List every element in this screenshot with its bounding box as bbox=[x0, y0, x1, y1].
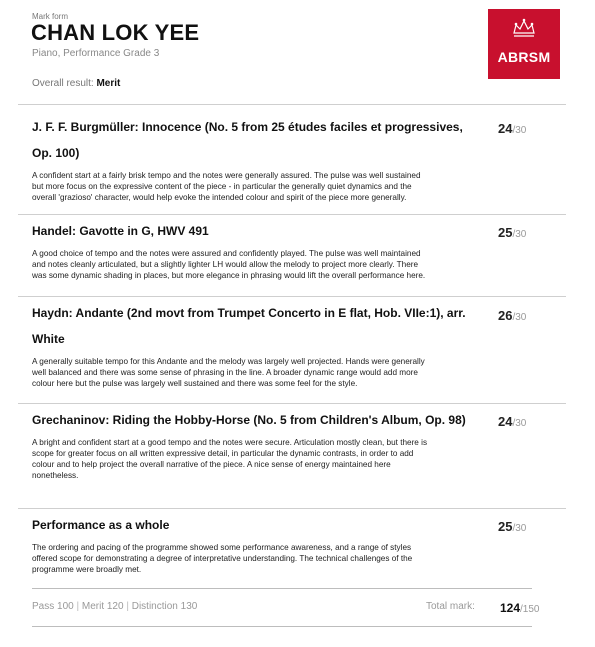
score-value: 24 bbox=[498, 121, 513, 136]
separator: | bbox=[126, 601, 129, 612]
piece-title: Grechaninov: Riding the Hobby-Horse (No. 5 from Children's Album, Op. 98) bbox=[32, 413, 466, 427]
score-value: 25 bbox=[498, 225, 513, 240]
footer-divider-bottom bbox=[32, 626, 532, 627]
section-score bbox=[498, 225, 526, 240]
piece-title: Handel: Gavotte in G, HWV 491 bbox=[32, 224, 209, 238]
section-score bbox=[498, 121, 526, 136]
score-out-of: /30 bbox=[512, 523, 527, 534]
assessment-section-performance-as-a-whole bbox=[32, 512, 532, 575]
piece-title: J. F. F. Burgmüller: Innocence (No. 5 from 25 études faciles et progressives, Op. 100) bbox=[32, 120, 463, 160]
separator: | bbox=[76, 601, 80, 612]
overall-result bbox=[32, 78, 120, 89]
piece-title: Haydn: Andante (2nd movt from Trumpet Concerto in E flat, Hob. VIIe:1), arr. White bbox=[32, 306, 466, 346]
section-divider bbox=[18, 403, 566, 404]
logo-text: ABRSM bbox=[497, 49, 551, 65]
merit-mark: Merit 120 bbox=[81, 601, 124, 612]
score-out-of: /30 bbox=[512, 229, 527, 240]
section-score bbox=[498, 414, 526, 429]
assessment-section-grechaninov bbox=[32, 407, 532, 481]
score-value: 25 bbox=[498, 519, 513, 534]
total-mark-out-of: /150 bbox=[520, 604, 540, 615]
total-mark-value: 124 bbox=[500, 601, 521, 615]
section-divider bbox=[18, 214, 566, 215]
overall-result-label: Overall result: bbox=[32, 78, 94, 89]
candidate-name: CHAN LOK YEE bbox=[31, 20, 200, 45]
section-score bbox=[498, 308, 526, 323]
section-divider bbox=[18, 508, 566, 509]
section-score bbox=[498, 519, 526, 534]
examiner-comment: The ordering and pacing of the programme showed some performance awareness, and a range of styles offered scope for demonstrating a degree of interpretative understanding. The technical challenges of the programme were broadly met. bbox=[32, 543, 413, 574]
section-divider bbox=[18, 296, 566, 297]
header-divider bbox=[18, 104, 566, 105]
score-out-of: /30 bbox=[512, 125, 527, 136]
assessment-section-haydn bbox=[32, 300, 532, 389]
footer-divider-top bbox=[32, 588, 532, 589]
examiner-comment: A confident start at a fairly brisk tempo and the notes were generally assured. The pulse was well sustained but more focus on the expressive content of the piece - in particular the generally quiet dynamics and the overall 'grazioso' character, would help evoke the intended colour and spirit of the piece more generally. bbox=[32, 171, 421, 202]
examiner-comment: A good choice of tempo and the notes were assured and confidently played. The pulse was well maintained and notes cleanly articulated, but a slightly lighter LH would allow the melody to project more clearly. There was some dynamic shading in places, but more elegance in phrasing would lift the overall performance here. bbox=[32, 249, 426, 280]
total-mark-label: Total mark: bbox=[426, 601, 475, 612]
total-mark bbox=[500, 601, 540, 615]
pass-mark: Pass 100 bbox=[32, 601, 74, 612]
examiner-comment: A generally suitable tempo for this Andante and the melody was largely well projected. Hands were generally well balanced and there was some sense of phrasing in the line. A broader dynamic range would add more colour here but the pulse was largely well sustained and there was some feel for the style. bbox=[32, 357, 425, 388]
score-out-of: /30 bbox=[512, 418, 527, 429]
abrsm-logo bbox=[488, 9, 560, 79]
assessment-section-handel bbox=[32, 218, 532, 281]
score-out-of: /30 bbox=[512, 312, 527, 323]
score-value: 26 bbox=[498, 308, 513, 323]
exam-subject: Piano, Performance Grade 3 bbox=[32, 48, 160, 59]
overall-result-value: Merit bbox=[96, 78, 121, 89]
mark-requirements bbox=[32, 601, 197, 612]
form-label: Mark form bbox=[32, 12, 68, 21]
assessment-section-burgmuller bbox=[32, 114, 532, 203]
piece-title: Performance as a whole bbox=[32, 518, 170, 532]
examiner-comment: A bright and confident start at a good tempo and the notes were secure. Articulation mostly clean, but there is scope for greater focus on all written expressive detail, in particular the dynamic contrasts, in order to add colour and to help project the overall narrative of the piece. A nice sense of energy maintained here nonetheless. bbox=[32, 438, 428, 480]
score-value: 24 bbox=[498, 414, 513, 429]
crown-icon bbox=[511, 17, 537, 39]
distinction-mark: Distinction 130 bbox=[131, 601, 198, 612]
